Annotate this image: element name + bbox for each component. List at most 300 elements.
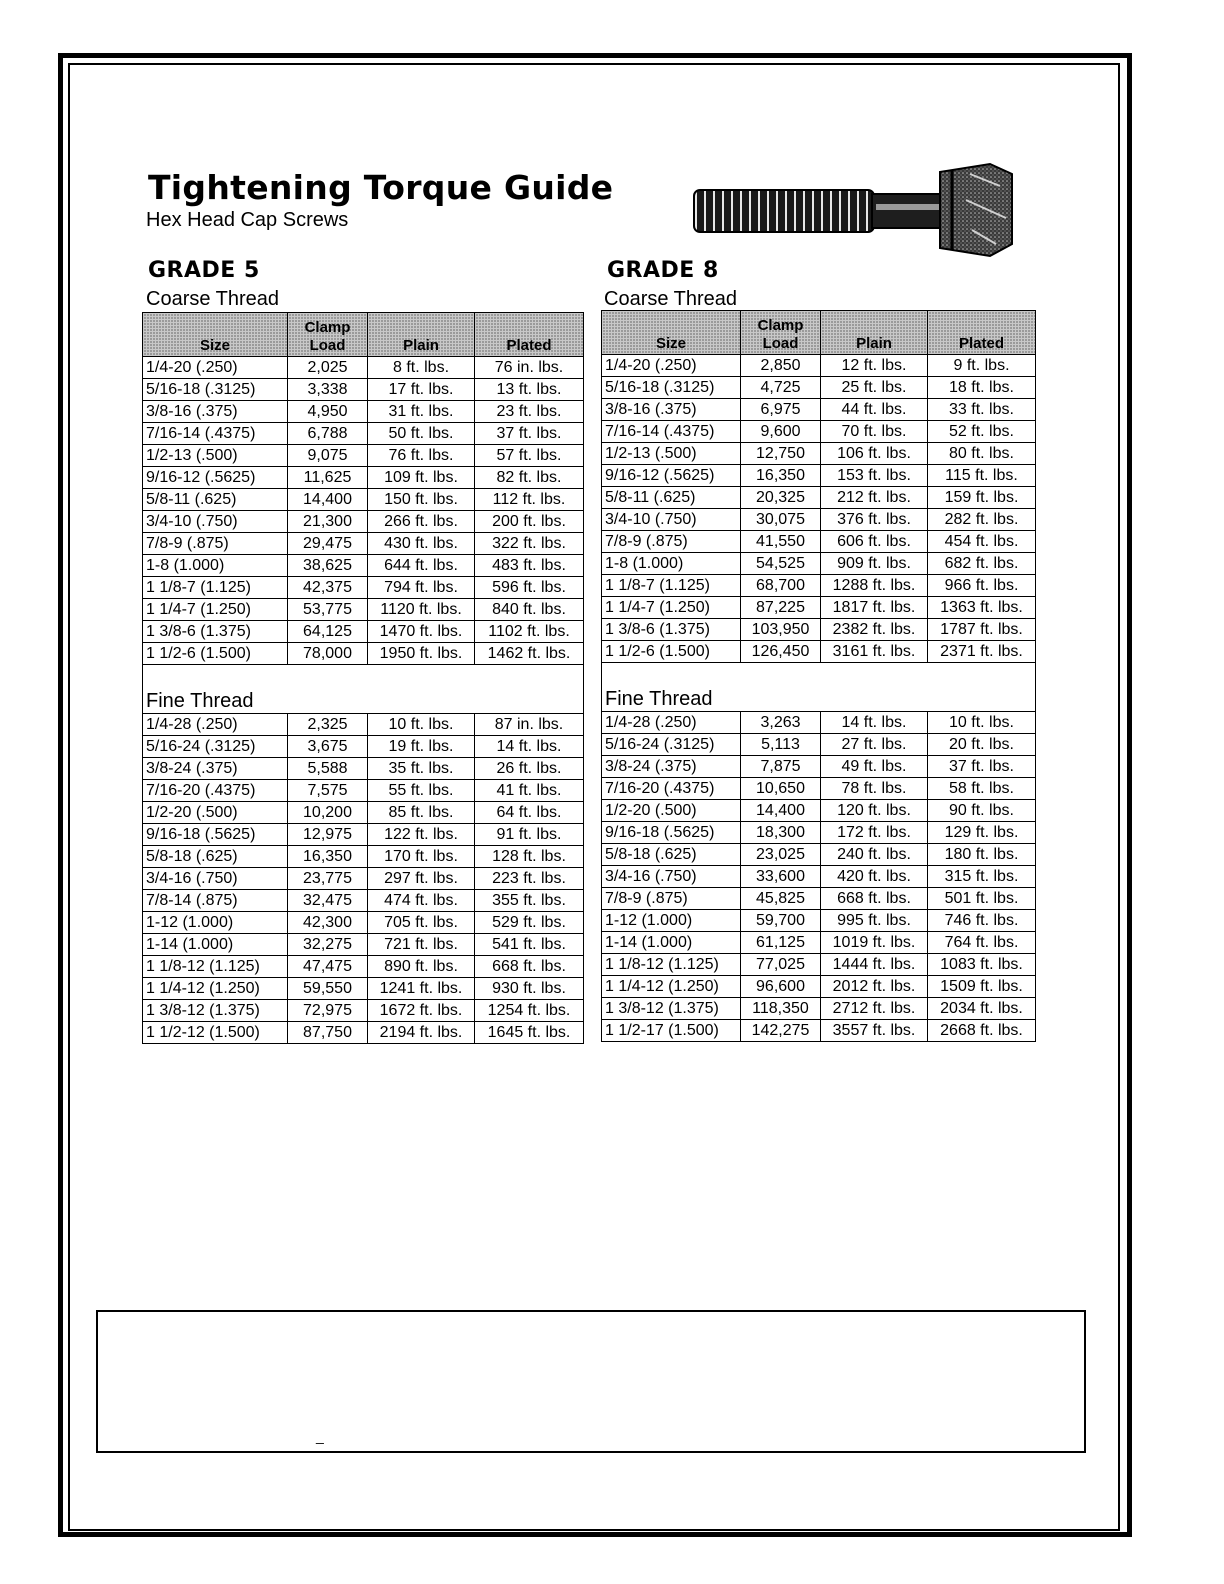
- size-cell: 1 1/2-6 (1.500): [602, 641, 741, 663]
- table-row: [602, 888, 1036, 910]
- clamp-load-cell: 23,025: [741, 844, 821, 866]
- grade5-coarse-label: Coarse Thread: [146, 288, 280, 310]
- table-row: [143, 379, 584, 401]
- plain-torque-cell: 19 ft. lbs.: [368, 736, 475, 758]
- plain-torque-cell: 3557 ft. lbs.: [821, 1020, 928, 1042]
- table-row: [602, 910, 1036, 932]
- size-cell: 3/8-16 (.375): [143, 401, 288, 423]
- plain-torque-cell: 14 ft. lbs.: [821, 712, 928, 734]
- plated-torque-cell: 840 ft. lbs.: [475, 599, 584, 621]
- size-cell: 1 3/8-6 (1.375): [143, 621, 288, 643]
- clamp-load-cell: 53,775: [288, 599, 368, 621]
- column-header-plated: Plated: [475, 313, 584, 357]
- clamp-load-cell: 16,350: [288, 846, 368, 868]
- plated-torque-cell: 1254 ft. lbs.: [475, 1000, 584, 1022]
- size-cell: 7/16-14 (.4375): [602, 421, 741, 443]
- clamp-load-cell: 96,600: [741, 976, 821, 998]
- clamp-load-cell: 78,000: [288, 643, 368, 665]
- clamp-load-cell: 6,975: [741, 399, 821, 421]
- table-row: [143, 714, 584, 736]
- plated-torque-cell: 1102 ft. lbs.: [475, 621, 584, 643]
- clamp-load-cell: 7,875: [741, 756, 821, 778]
- size-cell: 1 1/8-12 (1.125): [602, 954, 741, 976]
- plated-torque-cell: 82 ft. lbs.: [475, 467, 584, 489]
- plated-torque-cell: 37 ft. lbs.: [928, 756, 1036, 778]
- size-cell: 1 1/2-17 (1.500): [602, 1020, 741, 1042]
- plain-torque-cell: 8 ft. lbs.: [368, 357, 475, 379]
- clamp-load-cell: 6,788: [288, 423, 368, 445]
- table-row: [602, 800, 1036, 822]
- table-row: [602, 377, 1036, 399]
- clamp-load-cell: 2,325: [288, 714, 368, 736]
- table-row: [602, 487, 1036, 509]
- table-row: [602, 443, 1036, 465]
- size-cell: 7/16-20 (.4375): [602, 778, 741, 800]
- plain-torque-cell: 17 ft. lbs.: [368, 379, 475, 401]
- column-header-size: Size: [143, 313, 288, 357]
- plated-torque-cell: 355 ft. lbs.: [475, 890, 584, 912]
- plated-torque-cell: 57 ft. lbs.: [475, 445, 584, 467]
- size-cell: 1-12 (1.000): [602, 910, 741, 932]
- plated-torque-cell: 1083 ft. lbs.: [928, 954, 1036, 976]
- size-cell: 5/8-11 (.625): [143, 489, 288, 511]
- clamp-load-cell: 9,600: [741, 421, 821, 443]
- size-cell: 7/8-9 (.875): [143, 533, 288, 555]
- clamp-load-cell: 4,725: [741, 377, 821, 399]
- clamp-load-cell: 2,850: [741, 355, 821, 377]
- plain-torque-cell: 78 ft. lbs.: [821, 778, 928, 800]
- table-row: [602, 932, 1036, 954]
- plated-torque-cell: 129 ft. lbs.: [928, 822, 1036, 844]
- table-header-row: [143, 313, 584, 357]
- table-row: [602, 778, 1036, 800]
- plain-torque-cell: 2012 ft. lbs.: [821, 976, 928, 998]
- size-cell: 3/4-16 (.750): [602, 866, 741, 888]
- size-cell: 1 1/4-7 (1.250): [143, 599, 288, 621]
- notes-box: [96, 1310, 1086, 1453]
- clamp-load-cell: 3,263: [741, 712, 821, 734]
- table-row: [143, 643, 584, 665]
- grade8-coarse-rows: [602, 355, 1036, 663]
- size-cell: 1 1/8-7 (1.125): [602, 575, 741, 597]
- plated-torque-cell: 315 ft. lbs.: [928, 866, 1036, 888]
- clamp-load-cell: 118,350: [741, 998, 821, 1020]
- plain-torque-cell: 10 ft. lbs.: [368, 714, 475, 736]
- clamp-load-cell: 87,225: [741, 597, 821, 619]
- size-cell: 5/8-18 (.625): [143, 846, 288, 868]
- table-row: [602, 734, 1036, 756]
- grade5-coarse-rows: [143, 357, 584, 665]
- table-row: [602, 866, 1036, 888]
- plain-torque-cell: 240 ft. lbs.: [821, 844, 928, 866]
- hex-cap-screw-icon: [690, 160, 1020, 260]
- plain-torque-cell: 376 ft. lbs.: [821, 509, 928, 531]
- clamp-load-cell: 33,600: [741, 866, 821, 888]
- plain-torque-cell: 2712 ft. lbs.: [821, 998, 928, 1020]
- clamp-load-cell: 14,400: [741, 800, 821, 822]
- plated-torque-cell: 1645 ft. lbs.: [475, 1022, 584, 1044]
- plated-torque-cell: 2668 ft. lbs.: [928, 1020, 1036, 1042]
- table-row: [602, 553, 1036, 575]
- size-cell: 1 1/8-7 (1.125): [143, 577, 288, 599]
- clamp-load-cell: 59,700: [741, 910, 821, 932]
- plain-torque-cell: 1672 ft. lbs.: [368, 1000, 475, 1022]
- clamp-load-cell: 47,475: [288, 956, 368, 978]
- size-cell: 1-12 (1.000): [143, 912, 288, 934]
- table-row: [143, 489, 584, 511]
- table-row: [143, 533, 584, 555]
- column-header-plated: Plated: [928, 311, 1036, 355]
- clamp-load-cell: 5,588: [288, 758, 368, 780]
- plated-torque-cell: 529 ft. lbs.: [475, 912, 584, 934]
- notes-mark: _: [316, 1428, 324, 1444]
- table-row: [602, 575, 1036, 597]
- size-cell: 1 1/4-12 (1.250): [143, 978, 288, 1000]
- table-row: [602, 465, 1036, 487]
- grade8-heading: GRADE 8: [607, 258, 719, 283]
- table-header-row: [602, 311, 1036, 355]
- clamp-load-cell: 32,475: [288, 890, 368, 912]
- table-row: [143, 1022, 584, 1044]
- plated-torque-cell: 180 ft. lbs.: [928, 844, 1036, 866]
- size-cell: 1 1/4-7 (1.250): [602, 597, 741, 619]
- plain-torque-cell: 70 ft. lbs.: [821, 421, 928, 443]
- clamp-load-cell: 41,550: [741, 531, 821, 553]
- size-cell: 3/8-24 (.375): [143, 758, 288, 780]
- table-row: [143, 846, 584, 868]
- plain-torque-cell: 644 ft. lbs.: [368, 555, 475, 577]
- size-cell: 5/16-24 (.3125): [602, 734, 741, 756]
- table-row: [143, 357, 584, 379]
- clamp-load-cell: 45,825: [741, 888, 821, 910]
- plated-torque-cell: 501 ft. lbs.: [928, 888, 1036, 910]
- table-row: [143, 1000, 584, 1022]
- plain-torque-cell: 705 ft. lbs.: [368, 912, 475, 934]
- plain-torque-cell: 430 ft. lbs.: [368, 533, 475, 555]
- plated-torque-cell: 13 ft. lbs.: [475, 379, 584, 401]
- plain-torque-cell: 106 ft. lbs.: [821, 443, 928, 465]
- grade5-fine-label: Fine Thread: [143, 665, 584, 714]
- plated-torque-cell: 23 ft. lbs.: [475, 401, 584, 423]
- plated-torque-cell: 282 ft. lbs.: [928, 509, 1036, 531]
- plated-torque-cell: 668 ft. lbs.: [475, 956, 584, 978]
- table-row: [143, 577, 584, 599]
- clamp-load-cell: 18,300: [741, 822, 821, 844]
- size-cell: 5/16-18 (.3125): [143, 379, 288, 401]
- table-row: [143, 467, 584, 489]
- load-label: Load: [309, 337, 346, 354]
- size-cell: 1-14 (1.000): [143, 934, 288, 956]
- clamp-load-cell: 54,525: [741, 553, 821, 575]
- plain-torque-cell: 890 ft. lbs.: [368, 956, 475, 978]
- plain-torque-cell: 12 ft. lbs.: [821, 355, 928, 377]
- plated-torque-cell: 18 ft. lbs.: [928, 377, 1036, 399]
- plain-torque-cell: 25 ft. lbs.: [821, 377, 928, 399]
- plated-torque-cell: 454 ft. lbs.: [928, 531, 1036, 553]
- plated-torque-cell: 2034 ft. lbs.: [928, 998, 1036, 1020]
- plain-torque-cell: 474 ft. lbs.: [368, 890, 475, 912]
- plated-torque-cell: 9 ft. lbs.: [928, 355, 1036, 377]
- plain-torque-cell: 1817 ft. lbs.: [821, 597, 928, 619]
- clamp-load-cell: 42,300: [288, 912, 368, 934]
- grade8-coarse-label: Coarse Thread: [604, 288, 738, 310]
- plated-torque-cell: 52 ft. lbs.: [928, 421, 1036, 443]
- clamp-label: Clamp: [304, 319, 351, 336]
- plain-torque-cell: 3161 ft. lbs.: [821, 641, 928, 663]
- plated-torque-cell: 80 ft. lbs.: [928, 443, 1036, 465]
- clamp-load-cell: 38,625: [288, 555, 368, 577]
- table-row: [602, 712, 1036, 734]
- plain-torque-cell: 212 ft. lbs.: [821, 487, 928, 509]
- clamp-load-cell: 32,275: [288, 934, 368, 956]
- clamp-load-cell: 72,975: [288, 1000, 368, 1022]
- table-row: [143, 445, 584, 467]
- plain-torque-cell: 1120 ft. lbs.: [368, 599, 475, 621]
- plated-torque-cell: 596 ft. lbs.: [475, 577, 584, 599]
- column-header-plain: Plain: [821, 311, 928, 355]
- table-row: [143, 736, 584, 758]
- clamp-load-cell: 21,300: [288, 511, 368, 533]
- size-cell: 5/16-18 (.3125): [602, 377, 741, 399]
- plain-torque-cell: 153 ft. lbs.: [821, 465, 928, 487]
- plated-torque-cell: 159 ft. lbs.: [928, 487, 1036, 509]
- size-cell: 1-8 (1.000): [602, 553, 741, 575]
- plain-torque-cell: 606 ft. lbs.: [821, 531, 928, 553]
- clamp-load-cell: 59,550: [288, 978, 368, 1000]
- size-cell: 9/16-12 (.5625): [143, 467, 288, 489]
- clamp-load-cell: 68,700: [741, 575, 821, 597]
- plated-torque-cell: 10 ft. lbs.: [928, 712, 1036, 734]
- grade5-fine-rows: [143, 714, 584, 1044]
- table-row: [143, 890, 584, 912]
- plated-torque-cell: 33 ft. lbs.: [928, 399, 1036, 421]
- clamp-load-cell: 23,775: [288, 868, 368, 890]
- grade8-fine-label: Fine Thread: [602, 663, 1036, 712]
- table-row: [602, 619, 1036, 641]
- size-cell: 3/4-10 (.750): [143, 511, 288, 533]
- plain-torque-cell: 2194 ft. lbs.: [368, 1022, 475, 1044]
- table-row: [143, 758, 584, 780]
- clamp-load-cell: 30,075: [741, 509, 821, 531]
- table-row: [602, 822, 1036, 844]
- table-row: [602, 641, 1036, 663]
- table-row: [602, 954, 1036, 976]
- clamp-load-cell: 77,025: [741, 954, 821, 976]
- clamp-load-cell: 61,125: [741, 932, 821, 954]
- table-row: [602, 976, 1036, 998]
- column-header-plain: Plain: [368, 313, 475, 357]
- size-cell: 7/16-20 (.4375): [143, 780, 288, 802]
- grade8-fine-rows: [602, 712, 1036, 1042]
- clamp-load-cell: 64,125: [288, 621, 368, 643]
- size-cell: 1-14 (1.000): [602, 932, 741, 954]
- clamp-load-cell: 4,950: [288, 401, 368, 423]
- table-row: [143, 912, 584, 934]
- clamp-load-cell: 126,450: [741, 641, 821, 663]
- plated-torque-cell: 91 ft. lbs.: [475, 824, 584, 846]
- plain-torque-cell: 31 ft. lbs.: [368, 401, 475, 423]
- plated-torque-cell: 128 ft. lbs.: [475, 846, 584, 868]
- clamp-load-cell: 12,750: [741, 443, 821, 465]
- plain-torque-cell: 49 ft. lbs.: [821, 756, 928, 778]
- size-cell: 3/8-16 (.375): [602, 399, 741, 421]
- plated-torque-cell: 64 ft. lbs.: [475, 802, 584, 824]
- plated-torque-cell: 223 ft. lbs.: [475, 868, 584, 890]
- grade5-table: [142, 312, 584, 1044]
- size-cell: 9/16-18 (.5625): [602, 822, 741, 844]
- clamp-label: Clamp: [757, 317, 804, 334]
- plain-torque-cell: 85 ft. lbs.: [368, 802, 475, 824]
- clamp-load-cell: 2,025: [288, 357, 368, 379]
- size-cell: 1/4-20 (.250): [143, 357, 288, 379]
- size-cell: 1 3/8-6 (1.375): [602, 619, 741, 641]
- table-row: [602, 1020, 1036, 1042]
- plated-torque-cell: 1787 ft. lbs.: [928, 619, 1036, 641]
- clamp-load-cell: 16,350: [741, 465, 821, 487]
- size-cell: 1/2-13 (.500): [143, 445, 288, 467]
- clamp-load-cell: 12,975: [288, 824, 368, 846]
- size-cell: 5/16-24 (.3125): [143, 736, 288, 758]
- size-cell: 5/8-11 (.625): [602, 487, 741, 509]
- size-cell: 7/8-14 (.875): [143, 890, 288, 912]
- clamp-load-cell: 87,750: [288, 1022, 368, 1044]
- plain-torque-cell: 120 ft. lbs.: [821, 800, 928, 822]
- clamp-load-cell: 29,475: [288, 533, 368, 555]
- table-row: [602, 531, 1036, 553]
- load-label: Load: [762, 335, 799, 352]
- plated-torque-cell: 1462 ft. lbs.: [475, 643, 584, 665]
- plated-torque-cell: 37 ft. lbs.: [475, 423, 584, 445]
- plain-torque-cell: 122 ft. lbs.: [368, 824, 475, 846]
- plated-torque-cell: 14 ft. lbs.: [475, 736, 584, 758]
- size-cell: 5/8-18 (.625): [602, 844, 741, 866]
- size-cell: 1-8 (1.000): [143, 555, 288, 577]
- table-row: [143, 621, 584, 643]
- plain-torque-cell: 1241 ft. lbs.: [368, 978, 475, 1000]
- plain-torque-cell: 172 ft. lbs.: [821, 822, 928, 844]
- clamp-load-cell: 10,200: [288, 802, 368, 824]
- size-cell: 9/16-18 (.5625): [143, 824, 288, 846]
- plated-torque-cell: 200 ft. lbs.: [475, 511, 584, 533]
- plated-torque-cell: 764 ft. lbs.: [928, 932, 1036, 954]
- table-row: [143, 934, 584, 956]
- page-subtitle: Hex Head Cap Screws: [146, 209, 349, 231]
- size-cell: 1/2-20 (.500): [602, 800, 741, 822]
- size-cell: 1 1/8-12 (1.125): [143, 956, 288, 978]
- plain-torque-cell: 50 ft. lbs.: [368, 423, 475, 445]
- plain-torque-cell: 1288 ft. lbs.: [821, 575, 928, 597]
- column-header-size: Size: [602, 311, 741, 355]
- plated-torque-cell: 2371 ft. lbs.: [928, 641, 1036, 663]
- plain-torque-cell: 1019 ft. lbs.: [821, 932, 928, 954]
- plain-torque-cell: 27 ft. lbs.: [821, 734, 928, 756]
- table-row: [602, 756, 1036, 778]
- size-cell: 9/16-12 (.5625): [602, 465, 741, 487]
- plain-torque-cell: 55 ft. lbs.: [368, 780, 475, 802]
- clamp-load-cell: 20,325: [741, 487, 821, 509]
- size-cell: 1/2-20 (.500): [143, 802, 288, 824]
- table-row: [143, 956, 584, 978]
- size-cell: 1 1/2-6 (1.500): [143, 643, 288, 665]
- plain-torque-cell: 44 ft. lbs.: [821, 399, 928, 421]
- plain-torque-cell: 909 ft. lbs.: [821, 553, 928, 575]
- size-cell: 1 3/8-12 (1.375): [143, 1000, 288, 1022]
- table-row: [143, 555, 584, 577]
- plated-torque-cell: 112 ft. lbs.: [475, 489, 584, 511]
- plain-torque-cell: 2382 ft. lbs.: [821, 619, 928, 641]
- plain-torque-cell: 1444 ft. lbs.: [821, 954, 928, 976]
- table-row: [143, 511, 584, 533]
- column-header-clamp-load: [741, 311, 821, 355]
- plain-torque-cell: 35 ft. lbs.: [368, 758, 475, 780]
- plated-torque-cell: 322 ft. lbs.: [475, 533, 584, 555]
- clamp-load-cell: 42,375: [288, 577, 368, 599]
- size-cell: 3/8-24 (.375): [602, 756, 741, 778]
- size-cell: 1 1/2-12 (1.500): [143, 1022, 288, 1044]
- fine-thread-row: [143, 665, 584, 714]
- table-row: [143, 423, 584, 445]
- size-cell: 1/4-20 (.250): [602, 355, 741, 377]
- plated-torque-cell: 20 ft. lbs.: [928, 734, 1036, 756]
- size-cell: 7/16-14 (.4375): [143, 423, 288, 445]
- size-cell: 1/4-28 (.250): [143, 714, 288, 736]
- plain-torque-cell: 794 ft. lbs.: [368, 577, 475, 599]
- table-row: [143, 599, 584, 621]
- plated-torque-cell: 76 in. lbs.: [475, 357, 584, 379]
- clamp-load-cell: 103,950: [741, 619, 821, 641]
- plain-torque-cell: 266 ft. lbs.: [368, 511, 475, 533]
- plated-torque-cell: 115 ft. lbs.: [928, 465, 1036, 487]
- plated-torque-cell: 930 ft. lbs.: [475, 978, 584, 1000]
- table-row: [602, 509, 1036, 531]
- column-header-clamp-load: [288, 313, 368, 357]
- size-cell: 3/4-16 (.750): [143, 868, 288, 890]
- size-cell: 7/8-9 (.875): [602, 888, 741, 910]
- size-cell: 1/2-13 (.500): [602, 443, 741, 465]
- size-cell: 3/4-10 (.750): [602, 509, 741, 531]
- clamp-load-cell: 7,575: [288, 780, 368, 802]
- plain-torque-cell: 109 ft. lbs.: [368, 467, 475, 489]
- plain-torque-cell: 150 ft. lbs.: [368, 489, 475, 511]
- table-row: [602, 355, 1036, 377]
- plated-torque-cell: 682 ft. lbs.: [928, 553, 1036, 575]
- plated-torque-cell: 966 ft. lbs.: [928, 575, 1036, 597]
- clamp-load-cell: 142,275: [741, 1020, 821, 1042]
- size-cell: 1 3/8-12 (1.375): [602, 998, 741, 1020]
- table-row: [602, 421, 1036, 443]
- table-row: [602, 399, 1036, 421]
- table-row: [602, 844, 1036, 866]
- table-row: [143, 780, 584, 802]
- plain-torque-cell: 995 ft. lbs.: [821, 910, 928, 932]
- plain-torque-cell: 1470 ft. lbs.: [368, 621, 475, 643]
- clamp-load-cell: 3,675: [288, 736, 368, 758]
- table-row: [602, 597, 1036, 619]
- page-title: Tightening Torque Guide: [148, 168, 614, 207]
- plain-torque-cell: 668 ft. lbs.: [821, 888, 928, 910]
- size-cell: 1/4-28 (.250): [602, 712, 741, 734]
- plated-torque-cell: 746 ft. lbs.: [928, 910, 1036, 932]
- plated-torque-cell: 541 ft. lbs.: [475, 934, 584, 956]
- table-row: [143, 868, 584, 890]
- plain-torque-cell: 1950 ft. lbs.: [368, 643, 475, 665]
- table-row: [143, 824, 584, 846]
- plain-torque-cell: 721 ft. lbs.: [368, 934, 475, 956]
- size-cell: 1 1/4-12 (1.250): [602, 976, 741, 998]
- clamp-load-cell: 11,625: [288, 467, 368, 489]
- plated-torque-cell: 90 ft. lbs.: [928, 800, 1036, 822]
- clamp-load-cell: 10,650: [741, 778, 821, 800]
